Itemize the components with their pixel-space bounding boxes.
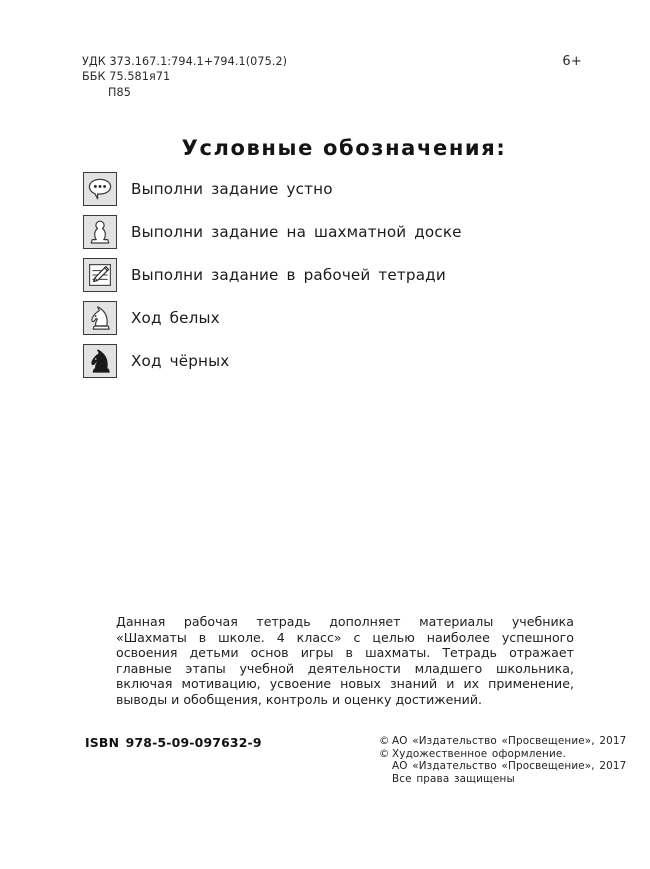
page-title xyxy=(0,136,650,160)
legend-item-board-task xyxy=(83,214,603,250)
copyright-mark-spacer xyxy=(379,760,392,773)
speech-bubble-icon xyxy=(83,172,117,206)
copyright-row xyxy=(379,760,626,773)
copyright-text: АО «Издательство «Просвещение», 2017 xyxy=(392,760,627,773)
legend-item-label: Выполни задание устно xyxy=(131,180,333,198)
isbn-line: ISBN 978-5-09-097632-9 xyxy=(85,735,262,750)
copyright-text: Все права защищены xyxy=(392,772,515,785)
copyright-row xyxy=(379,748,626,761)
chess-knight-black-icon xyxy=(83,344,117,378)
copyright-mark-icon: © xyxy=(379,747,390,760)
copyright-mark-icon: © xyxy=(379,735,390,747)
udk-line: УДК 373.167.1:794.1+794.1(075.2) xyxy=(82,55,288,68)
legend-item-oral-task xyxy=(83,171,603,207)
age-rating-badge: 6+ xyxy=(562,54,582,69)
copyright-text: АО «Издательство «Просвещение», 2017 xyxy=(392,735,627,747)
page-title-word-2: обозначения: xyxy=(322,136,507,160)
legend-item-black-move xyxy=(83,343,603,379)
chess-knight-white-icon xyxy=(83,301,117,335)
legend-item-label: Ход белых xyxy=(131,309,220,327)
bbk-line: ББК 75.581я71 xyxy=(82,70,171,84)
legend-item-label: Ход чёрных xyxy=(131,352,230,370)
copyright-text: Художественное оформление. xyxy=(392,747,566,760)
notebook-pencil-icon xyxy=(83,258,117,292)
copyright-block xyxy=(379,735,626,785)
legend-item-label: Выполни задание на шахматной доске xyxy=(131,223,462,241)
legend-list xyxy=(83,171,603,386)
legend-item-workbook-task xyxy=(83,257,603,293)
copyright-row xyxy=(379,773,626,786)
chess-pawn-white-icon xyxy=(83,215,117,249)
classification-header xyxy=(82,54,582,100)
copyright-row xyxy=(379,735,626,748)
annotation-text: Данная рабочая тетрадь дополняет материалы учебника «Шахматы в школе. 4 класс» с целью наиболее успешного освоения детьми основ игры в шахматы. Тетрадь отражает главные этапы учебной деятельности младшего школьника, включая мотивацию, усвоение новых знаний и их применение, выводы и обобщения, контроль и оценку достижений. xyxy=(116,614,574,707)
legend-item-label: Выполни задание в рабочей тетради xyxy=(131,266,446,284)
legend-item-white-move xyxy=(83,300,603,336)
page-title-word-1: Условные xyxy=(181,136,314,160)
annotation-block xyxy=(116,614,574,708)
author-code-line: П85 xyxy=(108,85,131,99)
copyright-mark-spacer xyxy=(379,773,392,786)
